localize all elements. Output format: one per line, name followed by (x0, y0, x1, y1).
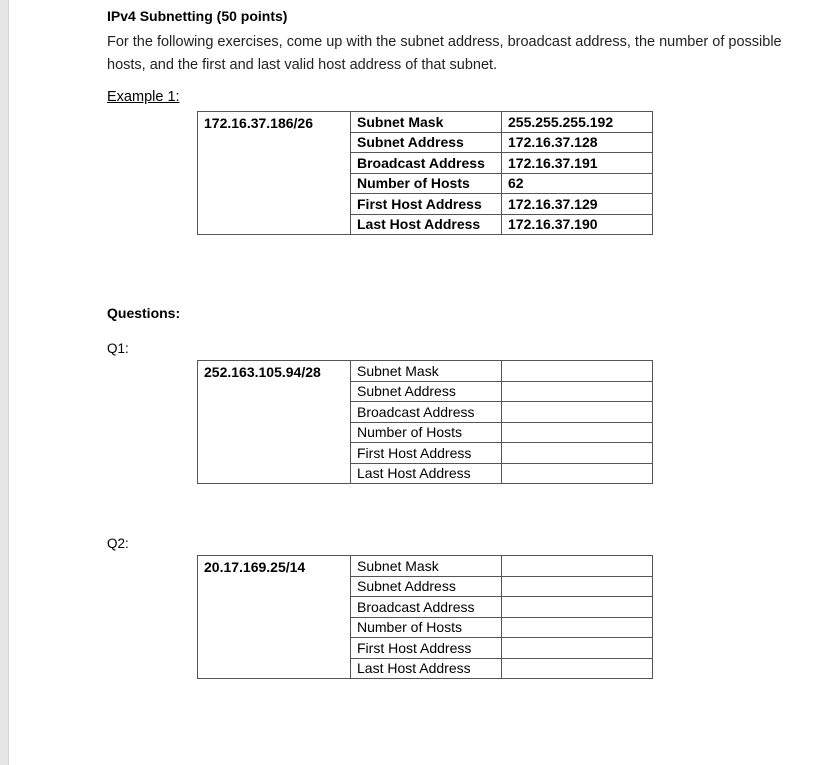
row-label: Subnet Mask (351, 112, 502, 133)
row-label: Broadcast Address (351, 153, 502, 174)
ip-cidr-cell: 252.163.105.94/28 (198, 361, 351, 484)
answer-cell[interactable] (502, 638, 653, 659)
row-value: 172.16.37.191 (502, 153, 653, 174)
row-value: 62 (502, 173, 653, 194)
row-label: Subnet Mask (351, 556, 502, 577)
row-label: First Host Address (351, 194, 502, 215)
instructions-text: For the following exercises, come up with the subnet address, broadcast address, the number of possible hosts, and the first and last valid host address of that subnet. (107, 34, 782, 73)
row-label: Number of Hosts (351, 617, 502, 638)
row-value: 255.255.255.192 (502, 112, 653, 133)
page-left-margin (0, 0, 9, 765)
row-label: Subnet Address (351, 576, 502, 597)
row-label: Last Host Address (351, 658, 502, 679)
example-label: Example 1: (107, 89, 180, 105)
row-label: Subnet Address (351, 132, 502, 153)
answer-cell[interactable] (502, 402, 653, 423)
answer-cell[interactable] (502, 361, 653, 382)
answer-cell[interactable] (502, 556, 653, 577)
answer-cell[interactable] (502, 576, 653, 597)
page-title: IPv4 Subnetting (50 points) (107, 8, 288, 24)
row-label: Number of Hosts (351, 422, 502, 443)
row-label: First Host Address (351, 638, 502, 659)
answer-cell[interactable] (502, 443, 653, 464)
answer-cell[interactable] (502, 597, 653, 618)
row-value: 172.16.37.128 (502, 132, 653, 153)
row-value: 172.16.37.129 (502, 194, 653, 215)
table-row (198, 112, 653, 133)
row-label: First Host Address (351, 443, 502, 464)
table-row (198, 361, 653, 382)
row-label: Subnet Mask (351, 361, 502, 382)
answer-cell[interactable] (502, 617, 653, 638)
example-table (197, 111, 653, 235)
answer-cell[interactable] (502, 381, 653, 402)
ip-cidr-cell: 20.17.169.25/14 (198, 556, 351, 679)
row-label: Subnet Address (351, 381, 502, 402)
row-label: Last Host Address (351, 214, 502, 235)
ip-cidr-cell: 172.16.37.186/26 (198, 112, 351, 235)
question-table-q1 (197, 360, 653, 484)
question-table-q2 (197, 555, 653, 679)
row-label: Broadcast Address (351, 597, 502, 618)
answer-cell[interactable] (502, 422, 653, 443)
row-label: Broadcast Address (351, 402, 502, 423)
row-label: Last Host Address (351, 463, 502, 484)
table-row (198, 556, 653, 577)
answer-cell[interactable] (502, 463, 653, 484)
answer-cell[interactable] (502, 658, 653, 679)
row-value: 172.16.37.190 (502, 214, 653, 235)
question-label-q2: Q2: (107, 536, 129, 551)
questions-label: Questions: (107, 305, 181, 321)
row-label: Number of Hosts (351, 173, 502, 194)
question-label-q1: Q1: (107, 341, 129, 356)
